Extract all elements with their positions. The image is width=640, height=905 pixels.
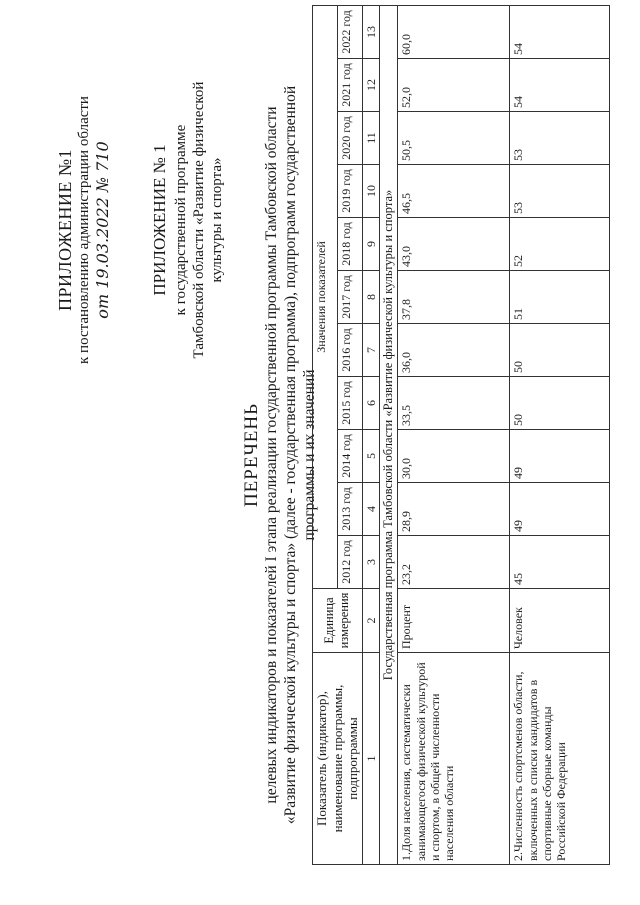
unit-cell: Процент	[398, 589, 510, 653]
value-cell: 46,5	[398, 165, 510, 218]
year-cell: 2014 год	[337, 430, 362, 483]
year-cell: 2022 год	[337, 5, 362, 58]
section-title: Государственная программа Тамбовской области «Развитие физической культуры и спорта»	[380, 5, 398, 864]
annex-header	[55, 5, 112, 455]
program-annex-line: Тамбовской области «Развитие физической	[191, 81, 208, 359]
column-number-row	[362, 5, 379, 864]
value-cell: 50,5	[398, 112, 510, 165]
value-cell: 54	[510, 59, 610, 112]
value-cell: 52,0	[398, 59, 510, 112]
column-number: 3	[362, 536, 379, 589]
year-cell: 2013 год	[337, 483, 362, 536]
value-cell: 52	[510, 218, 610, 271]
indicators-table	[312, 5, 610, 865]
value-cell: 36,0	[398, 324, 510, 377]
value-cell: 50	[510, 377, 610, 430]
document-subtitle: программы и их значений	[300, 369, 318, 541]
value-cell: 28,9	[398, 483, 510, 536]
column-number: 4	[362, 483, 379, 536]
column-number: 10	[362, 165, 379, 218]
value-cell: 53	[510, 112, 610, 165]
table-row	[510, 5, 610, 864]
column-number: 6	[362, 377, 379, 430]
column-number: 2	[362, 589, 379, 653]
column-number: 1	[362, 653, 379, 865]
column-number: 11	[362, 112, 379, 165]
unit-header: Единица измерения	[313, 589, 363, 653]
document-subtitle: целевых индикаторов и показателей I этапа реализации государственной программы Тамбовской области	[263, 106, 281, 804]
year-cell: 2016 год	[337, 324, 362, 377]
document-title	[240, 75, 320, 835]
value-cell: 49	[510, 430, 610, 483]
value-cell: 53	[510, 165, 610, 218]
values-header: Значения показателей	[313, 5, 338, 588]
annex-reference: к постановлению администрации области	[76, 96, 92, 364]
value-cell: 33,5	[398, 377, 510, 430]
year-cell: 2019 год	[337, 165, 362, 218]
year-cell: 2015 год	[337, 377, 362, 430]
program-annex-line: культуры и спорта»	[209, 157, 226, 283]
table-row	[398, 5, 510, 864]
indicator-header: Показатель (индикатор), наименование программы, подпрограммы	[313, 653, 363, 865]
indicator-name: 1.Доля населения, систематически занимающегося физической культурой и спортом, в общей численности населения области	[398, 653, 510, 865]
column-number: 7	[362, 324, 379, 377]
year-cell: 2017 год	[337, 271, 362, 324]
year-cell: 2021 год	[337, 59, 362, 112]
value-cell: 23,2	[398, 536, 510, 589]
value-cell: 60,0	[398, 5, 510, 58]
value-cell: 54	[510, 5, 610, 58]
program-annex-title: ПРИЛОЖЕНИЕ № 1	[150, 144, 169, 296]
value-cell: 49	[510, 483, 610, 536]
handwritten-date-number: от 19.03.2022 № 710	[93, 141, 112, 319]
annex-title: ПРИЛОЖЕНИЕ №1	[55, 148, 75, 312]
value-cell: 45	[510, 536, 610, 589]
column-number: 12	[362, 59, 379, 112]
document-subtitle: «Развитие физической культуры и спорта» (далее - государственная программа), подпрограмм государственной	[282, 85, 300, 825]
section-row	[380, 5, 398, 864]
value-cell: 50	[510, 324, 610, 377]
document-heading: ПЕРЕЧЕНЬ	[241, 402, 262, 508]
column-number: 9	[362, 218, 379, 271]
year-cell: 2020 год	[337, 112, 362, 165]
value-cell: 43,0	[398, 218, 510, 271]
column-number: 13	[362, 5, 379, 58]
program-annex-line: к государственной программе	[173, 124, 190, 316]
indicator-name: 2.Численность спортсменов области, включенных в списки кандидатов в спортивные сборные команды Российской Федерации	[510, 653, 610, 865]
header-row	[313, 5, 338, 864]
unit-cell: Человек	[510, 589, 610, 653]
column-number: 8	[362, 271, 379, 324]
value-cell: 30,0	[398, 430, 510, 483]
column-number: 5	[362, 430, 379, 483]
year-cell: 2012 год	[337, 536, 362, 589]
value-cell: 37,8	[398, 271, 510, 324]
program-annex-header	[150, 5, 226, 435]
year-cell: 2018 год	[337, 218, 362, 271]
value-cell: 51	[510, 271, 610, 324]
